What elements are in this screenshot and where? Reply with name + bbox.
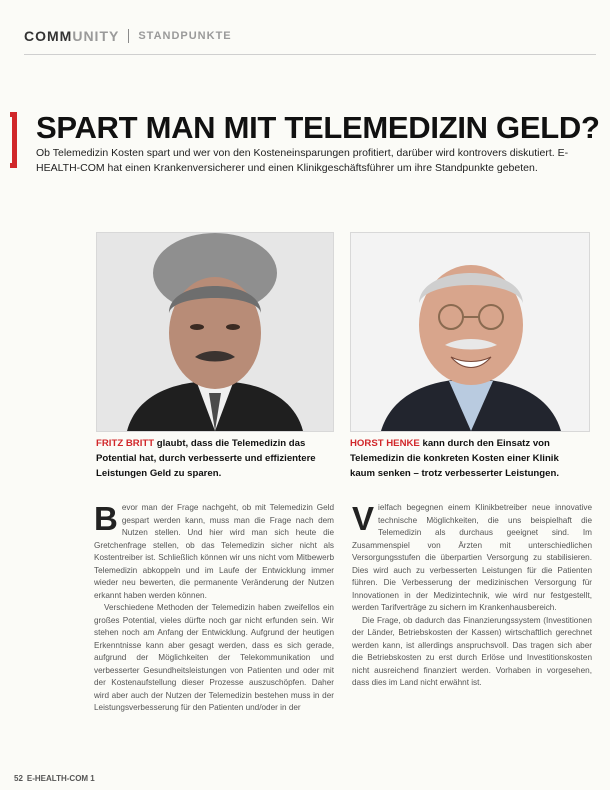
portrait-fritz-britt bbox=[96, 232, 334, 432]
body-column-left bbox=[94, 502, 334, 715]
drop-cap: B bbox=[94, 500, 118, 537]
section-header bbox=[24, 26, 232, 46]
section-label-highlight: COMM bbox=[24, 28, 73, 44]
title-bracket bbox=[10, 112, 17, 168]
page-footer bbox=[14, 774, 95, 783]
article-title: SPART MAN MIT TELEMEDIZIN GELD? bbox=[36, 110, 600, 145]
section-sublabel: STANDPUNKTE bbox=[138, 30, 232, 42]
paragraph-text: ielfach begegnen einem Klinikbetreiber neue innovative technische Möglichkeiten, die uns beispielhaft die Telemedizin als durchaus geeignet sind. Im Zusammenspiel von Ärzten mit unterschiedlichen Versorgungsstufen die überpartien Versorgung zu stabilisieren. Dies wird auch zu verbesserten Leistungen für die Patienten führen. Die Verbesserung der medizinischen Versorgung für Innovationen in der Medizintechnik, wie wird nur festgestellt, werden Tarifverträge zu sichern im Krankenhausbereich. bbox=[352, 503, 592, 612]
portrait-horst-henke bbox=[350, 232, 590, 432]
caption-text: kann durch den Einsatz von Telemedizin die konkreten Kosten einer Klinik kaum senken – trotz verbesserter Leistungen. bbox=[350, 438, 560, 479]
section-divider bbox=[128, 29, 129, 43]
magazine-name: E-HEALTH-COM 1 bbox=[26, 774, 95, 783]
section-label-rest: UNITY bbox=[72, 28, 120, 44]
section-label bbox=[24, 28, 119, 44]
caption-name: FRITZ BRITT bbox=[96, 438, 155, 449]
paragraph-text: evor man der Frage nachgeht, ob mit Telemedizin Geld gespart werden kann, muss man die Frage nach dem Nutzen stellen. Und hier wird man sich heute die Gretchenfrage stellen, ob das Telemedizin sicher nicht als Kostentreiber ist. Schließlich können wir uns nicht vom Mitbewerb Telemedizin abkoppeln und im Laufe der Entwicklung immer wieder neu bewerten, die permanente Veränderung der Nutzen erkannt haben werden können. bbox=[94, 503, 334, 600]
caption-name: HORST HENKE bbox=[350, 438, 420, 449]
caption-text: glaubt, dass die Telemedizin das Potential hat, durch verbesserte und effizientere Leistungen Geld zu sparen. bbox=[96, 438, 316, 479]
paragraph: Verschiedene Methoden der Telemedizin haben zweifellos ein großes Potential, vieles dürfte noch gar nicht erfunden sein. Wir stehen noch am Anfang der Entwicklung. Aufgrund der heutigen Erkenntnisse kann aber gesagt werden, dass es sich gerade, aufgrund der Möglichkeiten der Telekommunikation und verbesserter Gesundheitsleistungen von Patienten und oder mit der Kostenaufstellung dieser Prozesse auszuschöpfen. Daher wird aber auch der Nutzen der Telemedizin bestehen muss in der Leistungsverbesserung für den Patienten und/oder in der bbox=[94, 603, 334, 712]
drop-cap: V bbox=[352, 500, 375, 537]
page-number: 52 bbox=[14, 774, 23, 783]
caption-horst-henke bbox=[350, 436, 586, 481]
body-column-right bbox=[352, 502, 592, 690]
paragraph bbox=[352, 502, 592, 615]
article-intro: Ob Telemedizin Kosten spart und wer von den Kosteneinsparungen profitiert, darüber wird kontrovers diskutiert. E-HEALTH-COM hat einen Krankenversicherer und einen Klinikgeschäftsführer um ihre Standpunkte gebeten. bbox=[36, 147, 569, 174]
paragraph bbox=[94, 502, 334, 602]
caption-fritz-britt bbox=[96, 436, 326, 481]
paragraph: Die Frage, ob dadurch das Finanzierungssystem (Investitionen der Länder, Betriebskosten der Kassen) wirtschaftlich gerechnet werden kann, ist allerdings anspruchsvoll. Das tragen sich aber die Betriebskosten zu erst durch Erlöse und Investitionskosten nicht ausreichend finanziert werden. Vorhaben in vorgesehen, dass dies im Land nicht erwähnt ist. bbox=[352, 615, 592, 687]
header-rule bbox=[24, 54, 596, 55]
